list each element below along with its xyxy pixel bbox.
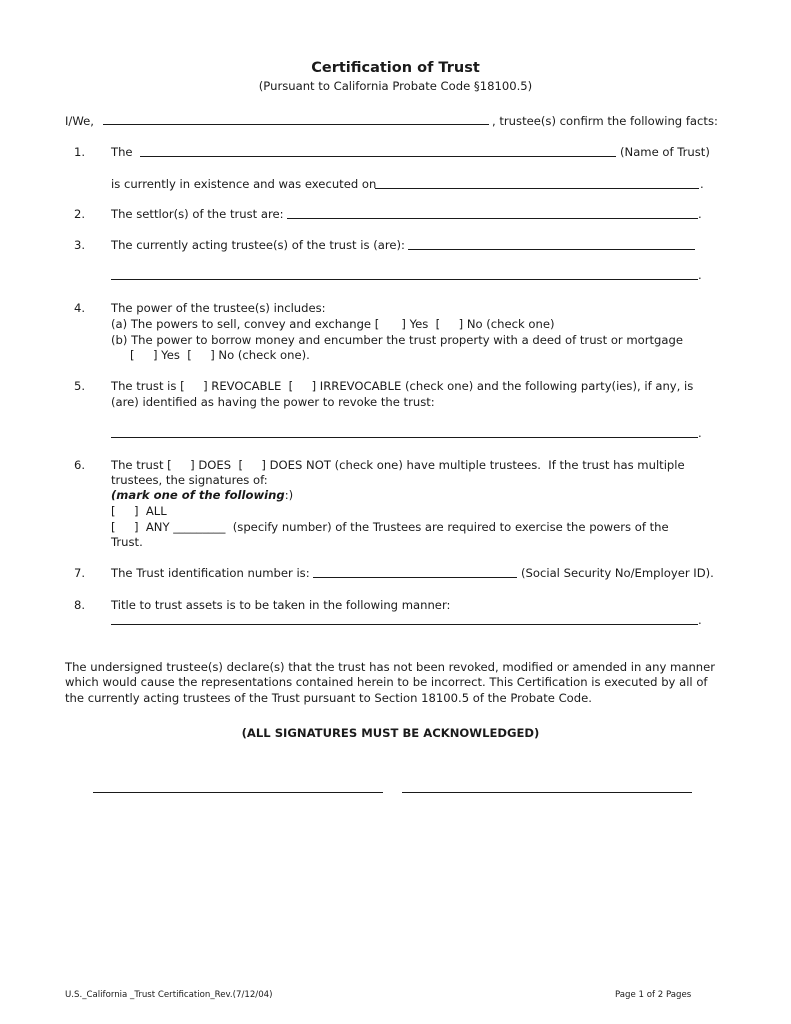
execution-date-line[interactable]	[375, 188, 699, 189]
item-1-number: 1.	[74, 145, 86, 159]
settlors-line[interactable]	[287, 218, 698, 219]
item-1-line2: is currently in existence and was executed on	[111, 177, 377, 191]
signature-line-1[interactable]	[93, 792, 383, 793]
item-6-line2: trustees, the signatures of:	[111, 473, 268, 487]
revoke-party-line[interactable]	[111, 437, 698, 438]
item-2-number: 2.	[74, 207, 86, 221]
item-8-text: Title to trust assets is to be taken in the following manner:	[111, 598, 451, 612]
item-1-period: .	[700, 177, 704, 191]
item-6-mark-instruction	[111, 488, 293, 502]
item-4-line1: The power of the trustee(s) includes:	[111, 301, 326, 315]
item-6-number: 6.	[74, 458, 86, 472]
intro-suffix: , trustee(s) confirm the following facts:	[492, 114, 718, 128]
page-subtitle: (Pursuant to California Probate Code §18100.5)	[258, 79, 533, 93]
item-5-period: .	[698, 426, 702, 440]
trust-id-line[interactable]	[313, 577, 517, 578]
item-6-any-end: Trust.	[111, 535, 143, 549]
acting-trustees-line-1[interactable]	[408, 249, 695, 250]
item-4-option-b: (b) The power to borrow money and encumber the trust property with a deed of trust or mortgage	[111, 333, 684, 347]
item-5-line2: (are) identified as having the power to revoke the trust:	[111, 395, 435, 409]
footer-form-id: U.S._California _Trust Certification_Rev.(7/12/04)	[65, 990, 273, 1000]
item-1-prefix: The	[111, 145, 133, 159]
title-manner-line[interactable]	[111, 624, 698, 625]
item-3-number: 3.	[74, 238, 86, 252]
acting-trustees-line-2[interactable]	[111, 279, 698, 280]
mark-instruction-bold: (mark one of the following	[111, 488, 285, 502]
item-8-number: 8.	[74, 598, 86, 612]
item-6-line1[interactable]: The trust [ ] DOES [ ] DOES NOT (check one) have multiple trustees. If the trust has multiple	[111, 458, 685, 472]
signature-line-2[interactable]	[402, 792, 692, 793]
trustee-names-line[interactable]	[103, 124, 489, 125]
item-2-period: .	[698, 207, 702, 221]
intro-prefix: I/We,	[65, 114, 94, 128]
item-4-number: 4.	[74, 301, 86, 315]
item-3-text: The currently acting trustee(s) of the trust is (are):	[111, 238, 405, 252]
item-3-period: .	[698, 268, 702, 282]
item-5-line1[interactable]: The trust is [ ] REVOCABLE [ ] IRREVOCABLE (check one) and the following party(ies), if any, is	[111, 379, 694, 393]
page-title: Certification of Trust	[311, 60, 480, 76]
declaration-line-2: which would cause the representations contained herein to be incorrect. This Certification is executed by all of	[65, 675, 708, 689]
declaration-line-1: The undersigned trustee(s) declare(s) that the trust has not been revoked, modified or amended in any manner	[65, 660, 716, 674]
item-4-option-b-choices[interactable]: [ ] Yes [ ] No (check one).	[130, 348, 310, 362]
item-5-number: 5.	[74, 379, 86, 393]
item-2-text: The settlor(s) of the trust are:	[111, 207, 284, 221]
signatures-note: (ALL SIGNATURES MUST BE ACKNOWLEDGED)	[241, 726, 540, 740]
mark-instruction-end: :)	[284, 488, 294, 502]
declaration-line-3: the currently acting trustees of the Trust pursuant to Section 18100.5 of the Probate Code.	[65, 691, 592, 705]
item-4-option-a[interactable]: (a) The powers to sell, convey and exchange [ ] Yes [ ] No (check one)	[111, 317, 555, 331]
footer-page-number: Page 1 of 2 Pages	[615, 990, 692, 1000]
item-7-number: 7.	[74, 566, 86, 580]
item-6-option-all[interactable]: [ ] ALL	[111, 504, 167, 518]
item-7-suffix: (Social Security No/Employer ID).	[521, 566, 714, 580]
trust-name-line[interactable]	[140, 156, 616, 157]
item-8-period: .	[698, 613, 702, 627]
item-6-option-any[interactable]: [ ] ANY _________ (specify number) of the Trustees are required to exercise the powers of the	[111, 520, 669, 534]
item-1-suffix: (Name of Trust)	[620, 145, 710, 159]
item-7-prefix: The Trust identification number is:	[111, 566, 310, 580]
